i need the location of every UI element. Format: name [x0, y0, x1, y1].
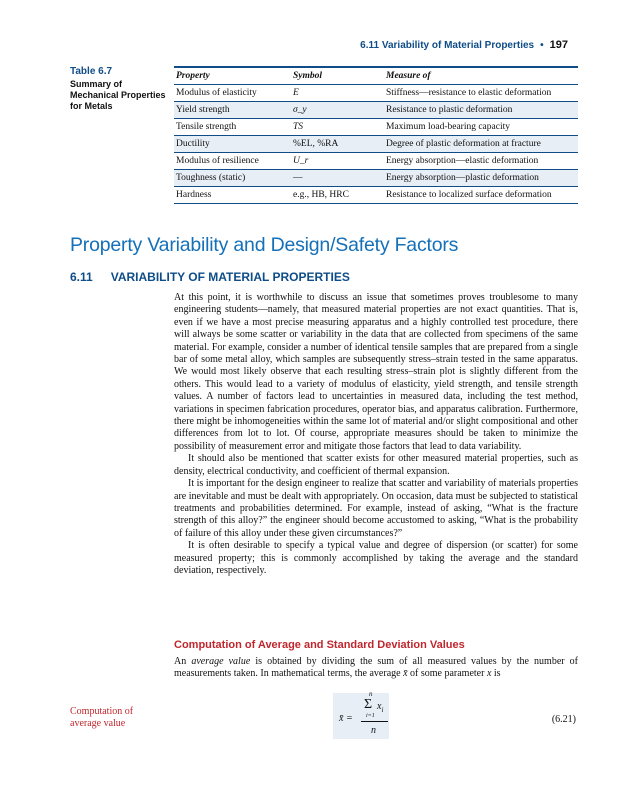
- paragraph: It should also be mentioned that scatter exists for other measured material properties, such as density, electrical conductivity, and coefficient of thermal expansion.: [174, 453, 578, 477]
- table-cell: U_r: [291, 153, 384, 170]
- table-cell: TS: [291, 119, 384, 136]
- text-run: is obtained by dividing the sum of all measured values by the number of measurements taken. In mathematical terms, the average: [174, 656, 578, 680]
- table-cell: Hardness: [174, 187, 291, 204]
- table-row: [174, 153, 578, 170]
- table-number: Table 6.7: [70, 66, 113, 77]
- column-header: Measure of: [384, 67, 578, 85]
- paragraph: At this point, it is worthwhile to discuss an issue that sometimes proves troublesome to many engineering students—namely, that measured material properties are not exact quantities. That is, even if we have a most precise measuring apparatus and a highly controlled test procedure, there will always be some scatter or variability in the data that are collected from specimens of the same material. For example, consider a number of identical tensile samples that are prepared from a single bar of some metal alloy, which samples are subsequently stress–strain tested in the same apparatus. We would most likely observe that each resulting stress–strain plot is slightly different from the others. This would lead to a variety of modulus of elasticity, yield strength, and tensile strength values. A number of factors lead to uncertainties in measured data, including the test method, variations in specimen fabrication procedures, operator bias, and apparatus calibration. Furthermore, there might be inhomogeneities within the same lot of material and/or slight compositional and other differences from lot to lot. Of course, appropriate measures should be taken to minimize the possibility of measurement error and mitigate those factors that lead to data variability.: [174, 292, 578, 452]
- table-row: [174, 170, 578, 187]
- table-caption: [70, 66, 170, 112]
- equation-lhs: x̄ =: [339, 713, 353, 724]
- table-cell: E: [291, 85, 384, 102]
- running-header: [360, 39, 568, 51]
- sum-upper-limit: n: [369, 690, 373, 698]
- table-cell: Modulus of resilience: [174, 153, 291, 170]
- defined-term: average value: [191, 656, 251, 667]
- paragraph: It is important for the design engineer to realize that scatter and variability of materials properties are inevitable and must be dealt with appropriately. On occasion, data must be subjected to statistical treatments and probabilities determined. For example, instead of asking, “What is the fracture strength of this alloy?” the engineer should become accustomed to asking, “What is the probability of failure of this alloy under these given circumstances?”: [174, 478, 578, 539]
- body-text: [174, 292, 578, 577]
- header-separator: •: [540, 40, 544, 51]
- column-header: Symbol: [291, 67, 384, 85]
- summand: [377, 701, 383, 714]
- table-cell: Modulus of elasticity: [174, 85, 291, 102]
- paragraph: It is often desirable to specify a typical value and degree of dispersion (or scatter) for some measured property; this is commonly accomplished by taking the average and the standard deviation, respectively.: [174, 540, 578, 576]
- summand-subscript: i: [381, 706, 384, 714]
- table-row: [174, 102, 578, 119]
- paragraph: [174, 656, 578, 681]
- fraction-bar: [361, 721, 388, 722]
- text-run: An: [174, 656, 192, 667]
- table-cell: Energy absorption—elastic deformation: [384, 153, 578, 170]
- subheading: Computation of Average and Standard Deviation Values: [174, 639, 465, 651]
- table-cell: Tensile strength: [174, 119, 291, 136]
- table-cell: %EL, %RA: [291, 136, 384, 153]
- section-title: Property Variability and Design/Safety Factors: [70, 234, 459, 256]
- table-cell: Ductility: [174, 136, 291, 153]
- table-row: [174, 85, 578, 102]
- table-cell: Toughness (static): [174, 170, 291, 187]
- properties-table: [174, 66, 578, 204]
- column-header: Property: [174, 67, 291, 85]
- text-run: of some parameter: [407, 668, 487, 680]
- subsection-title: VARIABILITY OF MATERIAL PROPERTIES: [110, 270, 350, 284]
- table-cell: —: [291, 170, 384, 187]
- table-cell: Resistance to localized surface deformation: [384, 187, 578, 204]
- table-row: [174, 187, 578, 204]
- margin-note: Computation of average value: [70, 706, 134, 729]
- table-title: Summary of Mechanical Properties for Metals: [70, 79, 166, 111]
- sum-symbol: Σ: [364, 697, 373, 712]
- table-header-row: [174, 67, 578, 85]
- text-run: is: [491, 668, 501, 680]
- page-number: 197: [549, 39, 568, 51]
- math-symbol: x: [486, 668, 492, 680]
- table-row: [174, 119, 578, 136]
- subsection-number: 6.11: [70, 270, 93, 284]
- table-row: [174, 136, 578, 153]
- table-cell: e.g., HB, HRC: [291, 187, 384, 204]
- math-symbol: x̄: [403, 668, 408, 680]
- table-cell: Yield strength: [174, 102, 291, 119]
- equation-denominator: n: [371, 725, 376, 736]
- sum-lower-limit: i=1: [366, 713, 375, 719]
- table-cell: Resistance to plastic deformation: [384, 102, 578, 119]
- table-cell: Degree of plastic deformation at fracture: [384, 136, 578, 153]
- table-cell: Energy absorption—plastic deformation: [384, 170, 578, 187]
- subsection-heading: [70, 270, 350, 284]
- summand-var: x: [377, 701, 382, 712]
- table-cell: σ_y: [291, 102, 384, 119]
- header-section-ref: 6.11 Variability of Material Properties: [360, 40, 535, 51]
- average-paragraph: [174, 656, 578, 681]
- table-cell: Maximum load-bearing capacity: [384, 119, 578, 136]
- equation-number: (6.21): [551, 714, 576, 725]
- table-cell: Stiffness—resistance to elastic deformation: [384, 85, 578, 102]
